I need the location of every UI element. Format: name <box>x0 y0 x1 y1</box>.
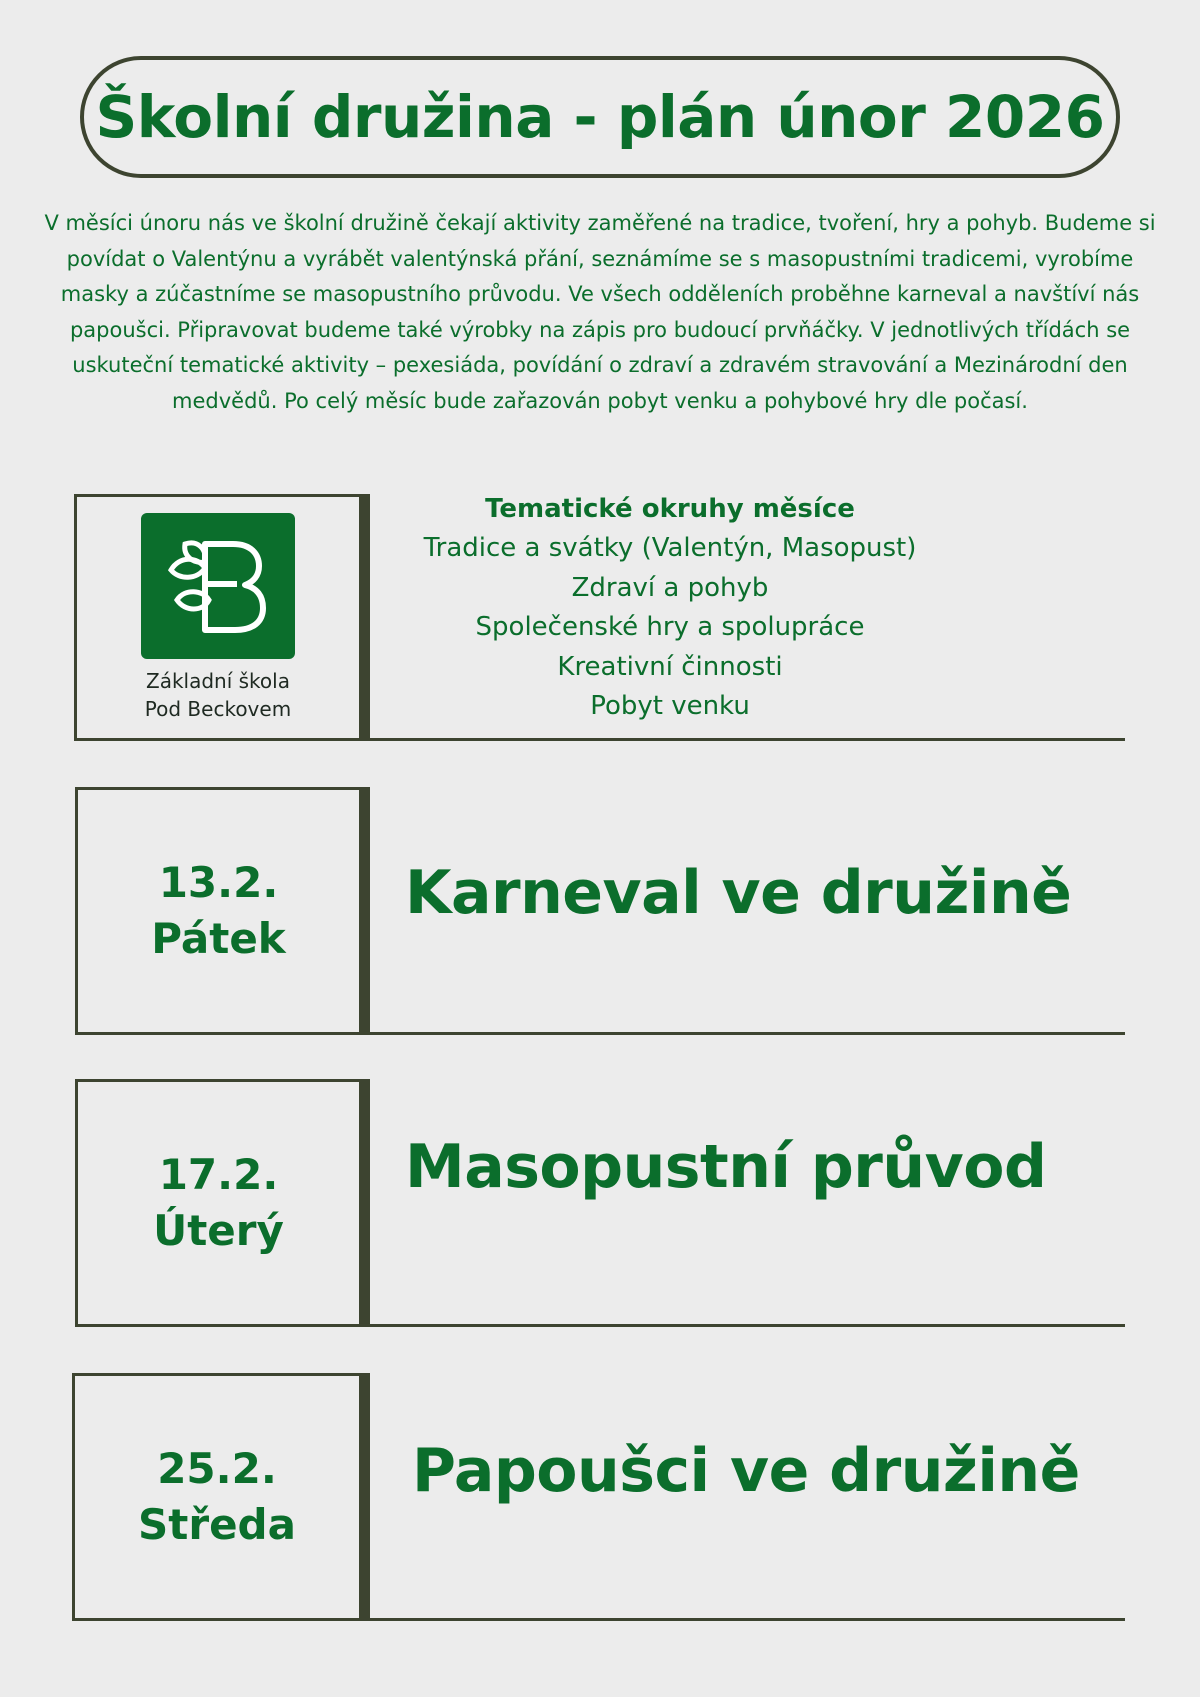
event-date-box <box>72 1373 370 1621</box>
topic-item: Kreativní činnosti <box>557 651 783 682</box>
event-title: Karneval ve družině <box>405 858 1072 928</box>
divider-line <box>370 1618 1125 1621</box>
topic-item: Zdraví a pohyb <box>571 572 769 603</box>
topic-item: Pobyt venku <box>590 691 750 721</box>
leaf-b-logo-icon <box>141 513 295 659</box>
divider-line <box>370 1032 1125 1035</box>
event-day: Pátek <box>151 914 286 963</box>
event-title: Masopustní průvod <box>405 1132 1047 1202</box>
event-date-box <box>75 1079 370 1327</box>
topic-item: Tradice a svátky (Valentýn, Masopust) <box>423 533 917 563</box>
event-date: 25.2. <box>157 1444 277 1493</box>
topics-heading: Tematické okruhy měsíce <box>485 494 855 524</box>
event-title: Papoušci ve družině <box>412 1436 1080 1506</box>
logo-caption-line2: Pod Beckovem <box>144 696 292 721</box>
topic-item: Společenské hry a spolupráce <box>475 612 865 642</box>
event-day: Úterý <box>153 1206 284 1255</box>
title-banner <box>80 56 1120 178</box>
logo-box <box>74 494 370 741</box>
intro-paragraph: V měsíci únoru nás ve školní družině čekají aktivity zaměřené na tradice, tvoření, hry a pohyb. Budeme si povídat o Valentýnu a vyrábět valentýnská přání, seznámíme se s masopustními tradicemi, vyrobíme masky a zúčastníme se masopustního průvodu. Ve všech odděleních proběhne karneval a navštíví nás papoušci. Připravovat budeme také výrobky na zápis pro budoucí prvňáčky. V jednotlivých třídách se uskuteční tematické aktivity – pexesiáda, povídání o zdraví a zdravém stravování a Mezinárodní den medvědů. Po celý měsíc bude zařazován pobyt venku a pohybové hry dle počasí. <box>44 211 1156 413</box>
logo-caption <box>145 667 291 723</box>
event-day: Středa <box>138 1500 296 1549</box>
event-date: 17.2. <box>158 1150 279 1199</box>
topics-list <box>370 490 970 727</box>
divider-line <box>370 1324 1125 1327</box>
logo-caption-line1: Základní škola <box>146 668 290 693</box>
divider-line <box>370 738 1125 741</box>
event-date: 13.2. <box>158 858 279 907</box>
page-title: Školní družina - plán únor 2026 <box>95 83 1105 151</box>
event-date-box <box>75 787 370 1035</box>
